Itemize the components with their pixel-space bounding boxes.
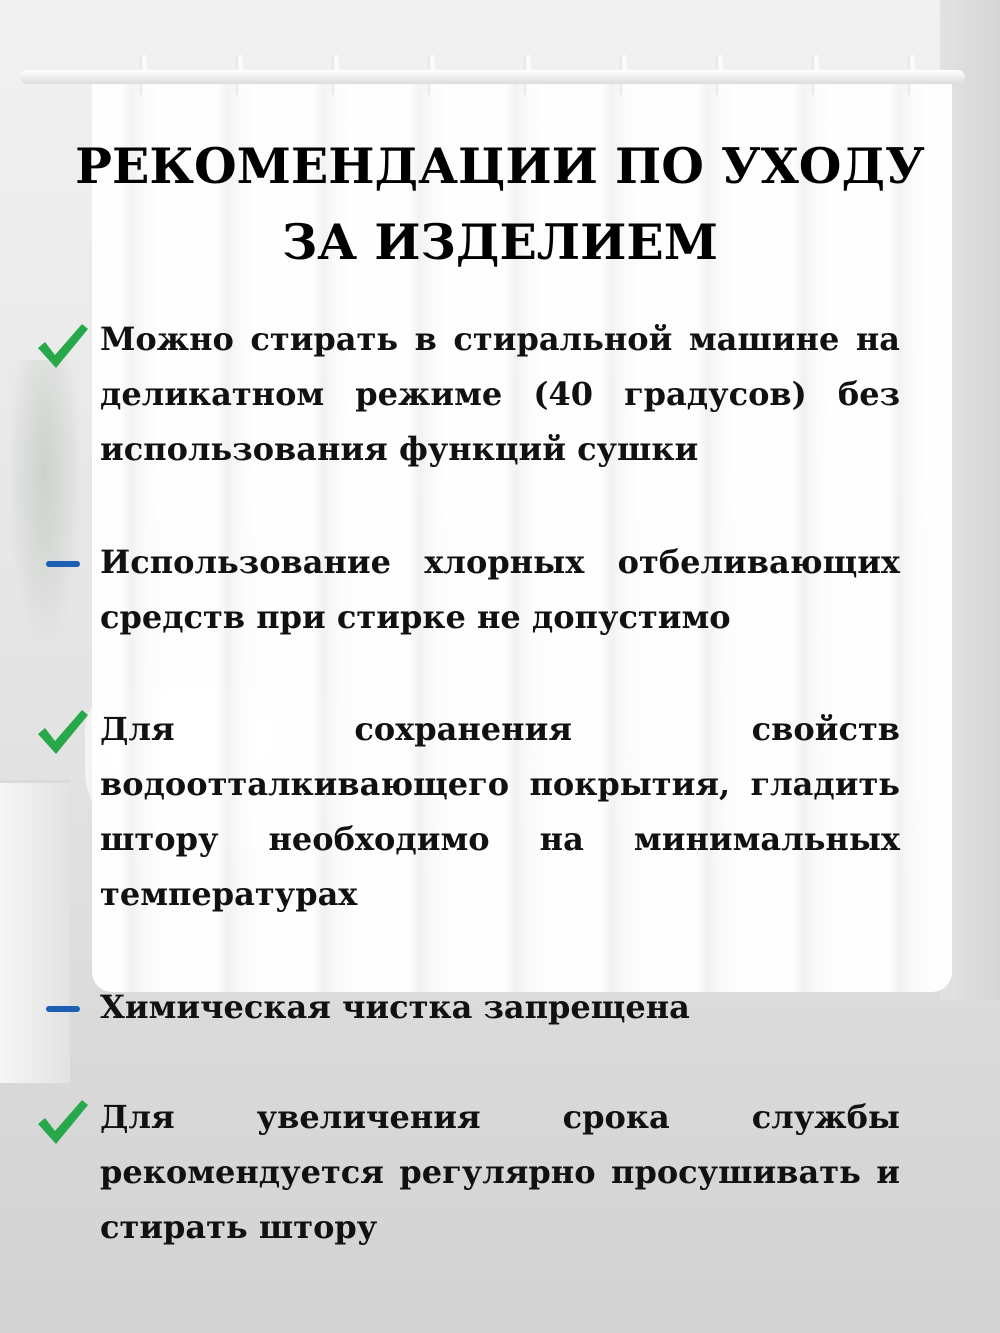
check-icon xyxy=(34,1094,90,1150)
curtain-rod xyxy=(20,70,965,84)
page-title: РЕКОМЕНДАЦИИ ПО УХОДУ ЗА ИЗДЕЛИЕМ xyxy=(75,137,925,271)
check-icon xyxy=(34,318,90,374)
background-cabinet xyxy=(0,780,70,1083)
background-plant xyxy=(10,360,80,640)
check-icon xyxy=(34,704,90,760)
dash-icon xyxy=(34,980,90,1036)
care-item-text: Химическая чистка запрещена xyxy=(100,988,690,1026)
care-item-text: Для увеличения срока службы рекомендуется регулярно просушивать и стирать штору xyxy=(100,1098,900,1246)
care-item-text: Можно стирать в стиральной машине на деликатном режиме (40 градусов) без использования функций сушки xyxy=(100,320,900,468)
dash-icon xyxy=(34,535,90,591)
care-item-text: Использование хлорных отбеливающих средств при стирке не допустимо xyxy=(100,543,900,636)
care-item-text: Для сохранения свойств водоотталкивающего покрытия, гладить штору необходимо на минимальных температурах xyxy=(100,710,900,913)
